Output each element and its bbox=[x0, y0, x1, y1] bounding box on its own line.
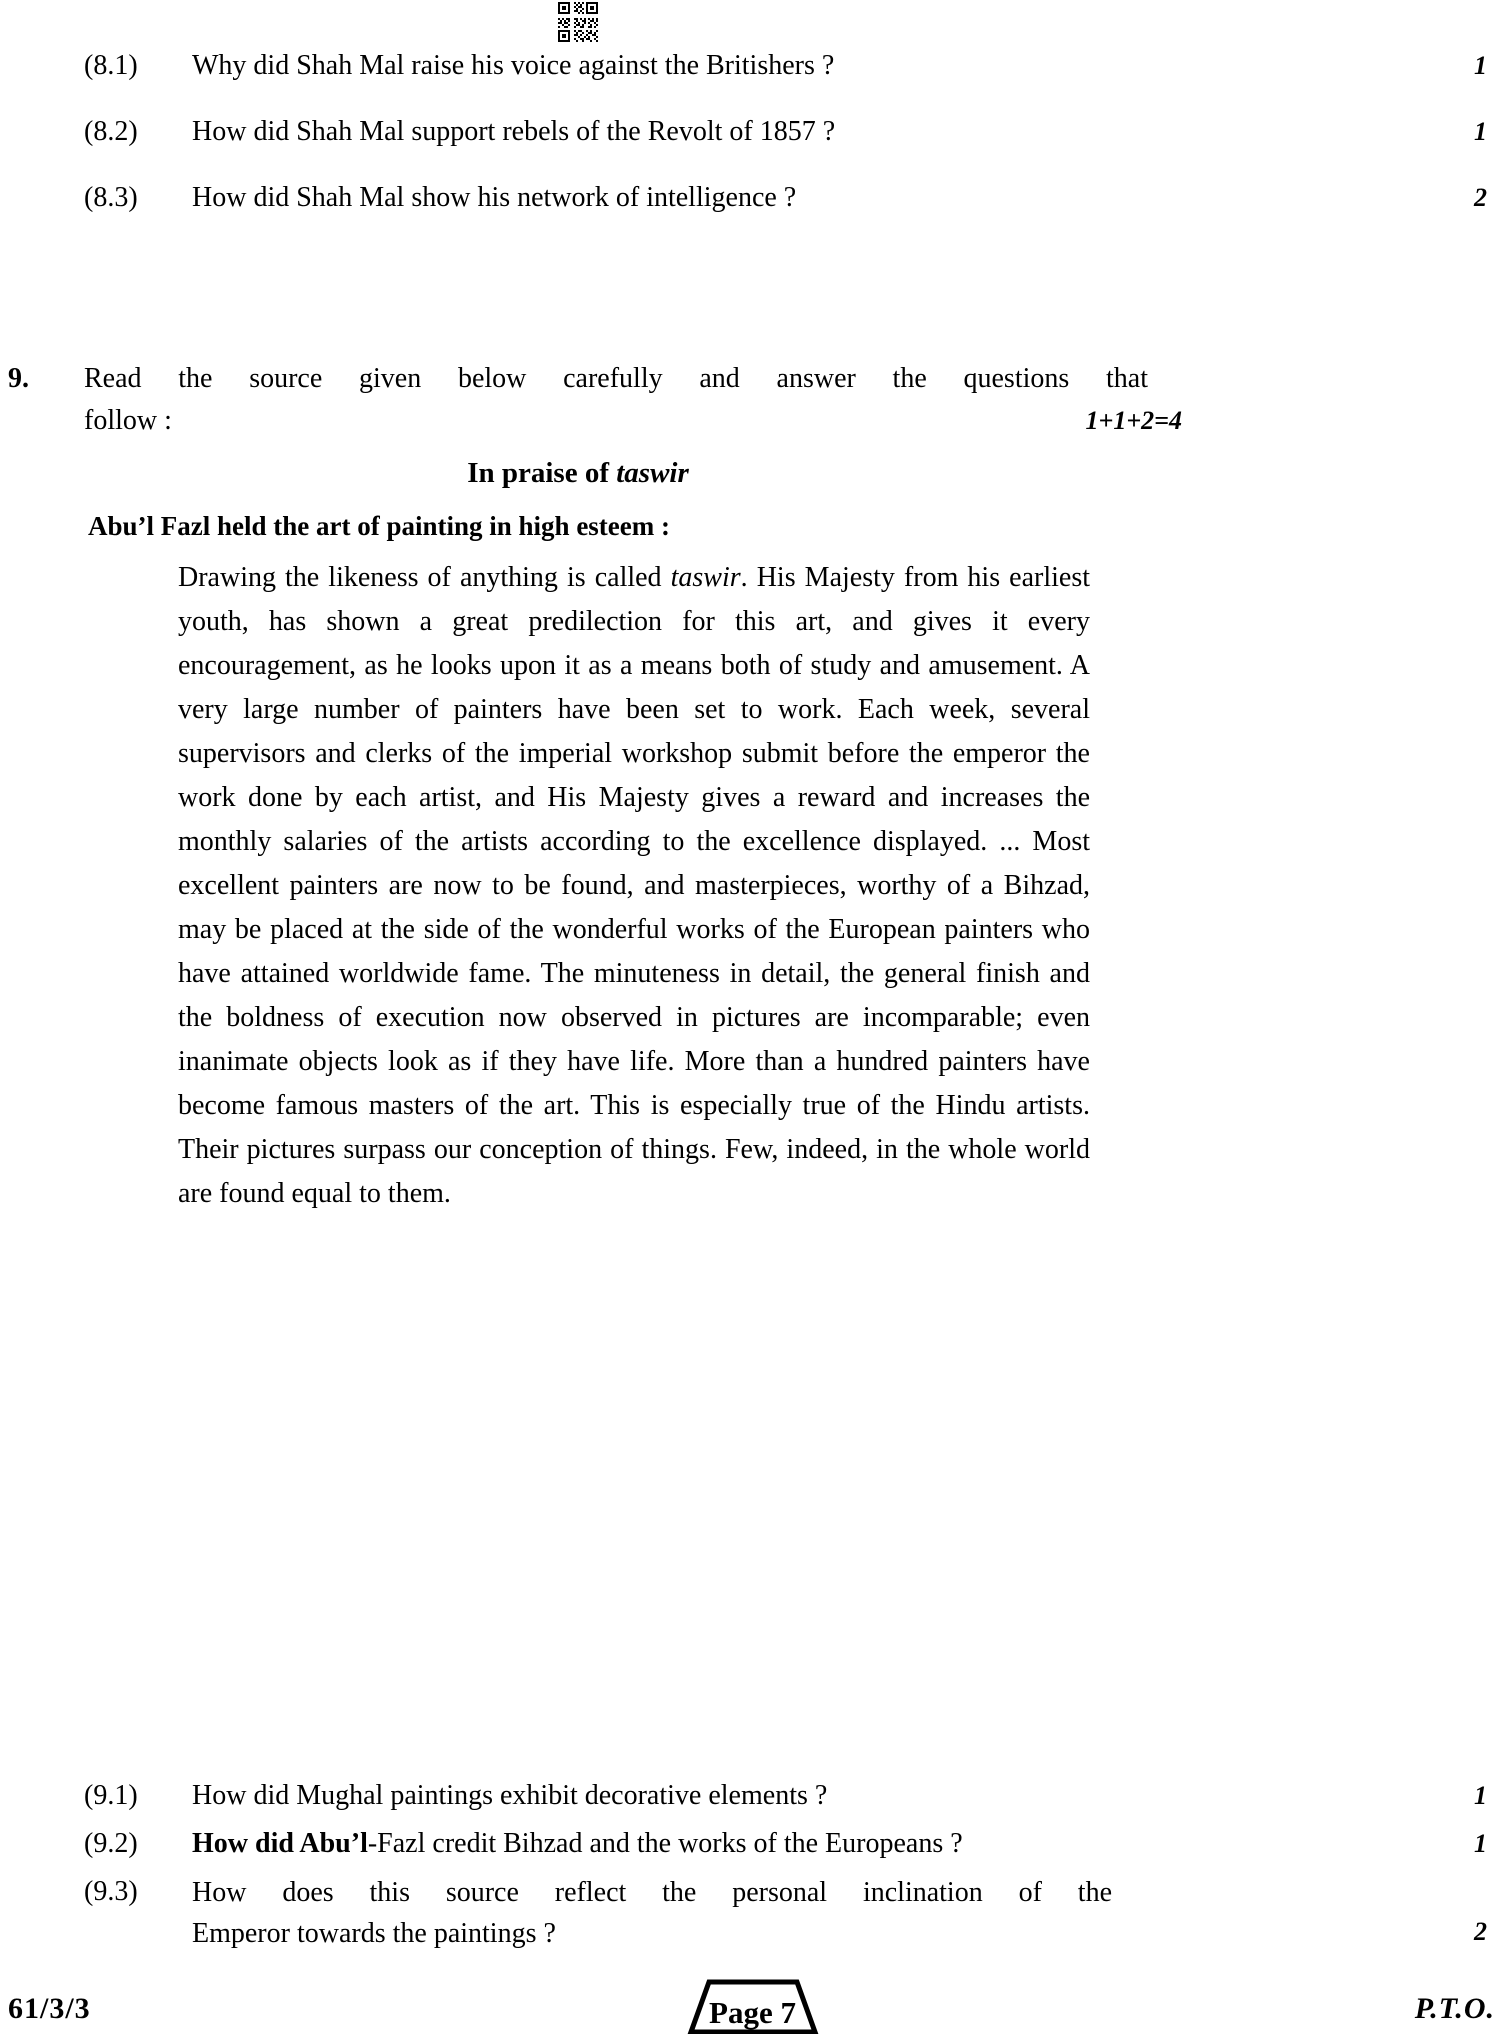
question-9-1-row bbox=[84, 1776, 1114, 1816]
question-8-3-row bbox=[84, 178, 1114, 218]
question-8-1-text: Why did Shah Mal raise his voice against the Britishers ? bbox=[192, 50, 835, 81]
source-title-italic-term: taswir bbox=[616, 457, 689, 489]
source-lead-line: Abu’l Fazl held the art of painting in high esteem : bbox=[88, 511, 671, 541]
question-8-2-marks: 1 bbox=[1474, 117, 1487, 146]
question-9-marks: 1+1+2=4 bbox=[1085, 406, 1182, 435]
question-8-3-marks: 2 bbox=[1474, 183, 1487, 212]
question-9-stem-line-1: Read the source given below carefully and answer the questions that bbox=[84, 363, 1148, 394]
question-9-3-line-1: How does this source reflect the personal inclination of the bbox=[192, 1877, 1112, 1908]
question-8-1-row bbox=[84, 46, 1114, 86]
source-passage bbox=[178, 556, 1090, 1216]
question-9-block bbox=[8, 358, 1182, 1216]
source-title bbox=[8, 454, 1148, 492]
paper-code: 61/3/3 bbox=[8, 1992, 91, 2025]
source-passage-part-1: Drawing the likeness of anything is called bbox=[178, 562, 671, 593]
question-9-stem-line-2-text: follow : bbox=[84, 405, 172, 436]
source-passage-part-2: . His Majesty from his earliest youth, has shown a great predilection for this art, and gives it every encouragement, as he looks upon it as a means both of study and amusement. A very large number of painters have been set to work. Each week, several supervisors and clerks of the imperial workshop submit before the emperor the work done by each artist, and His Majesty gives a reward and increases the monthly salaries of the artists according to the excellence displayed. ... Most excellent painters are now to be found, and masterpieces, worthy of a Bihzad, may be placed at the side of the wonderful works of the European painters who have attained worldwide fame. The minuteness in detail, the general finish and the boldness of execution now observed in pictures are incomparable; even inanimate objects look as if they have life. More than a hundred painters have become famous masters of the art. This is especially true of the Hindu artists. Their pictures surpass our conception of things. Few, indeed, in the whole world are found equal to them. bbox=[178, 562, 1090, 1209]
question-9-2-text-wrapper bbox=[192, 1824, 963, 1864]
question-9-2-number: (9.2) bbox=[84, 1828, 138, 1859]
source-title-prefix: In praise of bbox=[467, 457, 617, 489]
question-8-1-marks: 1 bbox=[1474, 51, 1487, 80]
source-passage-italic-term: taswir bbox=[670, 562, 741, 593]
question-8-3-text: How did Shah Mal show his network of intelligence ? bbox=[192, 182, 797, 213]
turn-over-label: P.T.O. bbox=[1414, 1992, 1495, 2025]
page-number-badge bbox=[649, 1978, 857, 2034]
qr-code-icon bbox=[556, 0, 600, 44]
question-9-3-marks: 2 bbox=[1474, 1917, 1487, 1946]
question-8-2-text: How did Shah Mal support rebels of the Revolt of 1857 ? bbox=[192, 116, 836, 147]
question-9-stem bbox=[8, 358, 1182, 442]
question-9-3-line-2: Emperor towards the paintings ? bbox=[192, 1918, 556, 1949]
question-8-2-number: (8.2) bbox=[84, 116, 138, 147]
question-9-1-number: (9.1) bbox=[84, 1780, 138, 1811]
question-9-stem-line-2 bbox=[84, 400, 1182, 442]
question-9-1-text: How did Mughal paintings exhibit decorative elements ? bbox=[192, 1780, 828, 1811]
question-8-2-row bbox=[84, 112, 1114, 152]
question-9-1-marks: 1 bbox=[1474, 1781, 1487, 1810]
question-8-1-number: (8.1) bbox=[84, 50, 138, 81]
question-9-2-bold-prefix: How did Abu’l bbox=[192, 1828, 368, 1859]
page-number-label: Page 7 bbox=[709, 1995, 796, 2030]
question-9-3-row bbox=[84, 1872, 1114, 1954]
question-9-stem-text bbox=[84, 358, 1182, 442]
question-9-2-marks: 1 bbox=[1474, 1829, 1487, 1858]
question-9-2-row bbox=[84, 1824, 1114, 1864]
question-9-3-number: (9.3) bbox=[84, 1876, 138, 1907]
question-9-number: 9. bbox=[8, 363, 29, 394]
question-9-2-text: -Fazl credit Bihzad and the works of the Europeans ? bbox=[367, 1828, 963, 1859]
question-8-3-number: (8.3) bbox=[84, 182, 138, 213]
page-number-badge-wrapper bbox=[0, 1978, 1505, 2034]
question-9-3-text bbox=[192, 1872, 1112, 1954]
